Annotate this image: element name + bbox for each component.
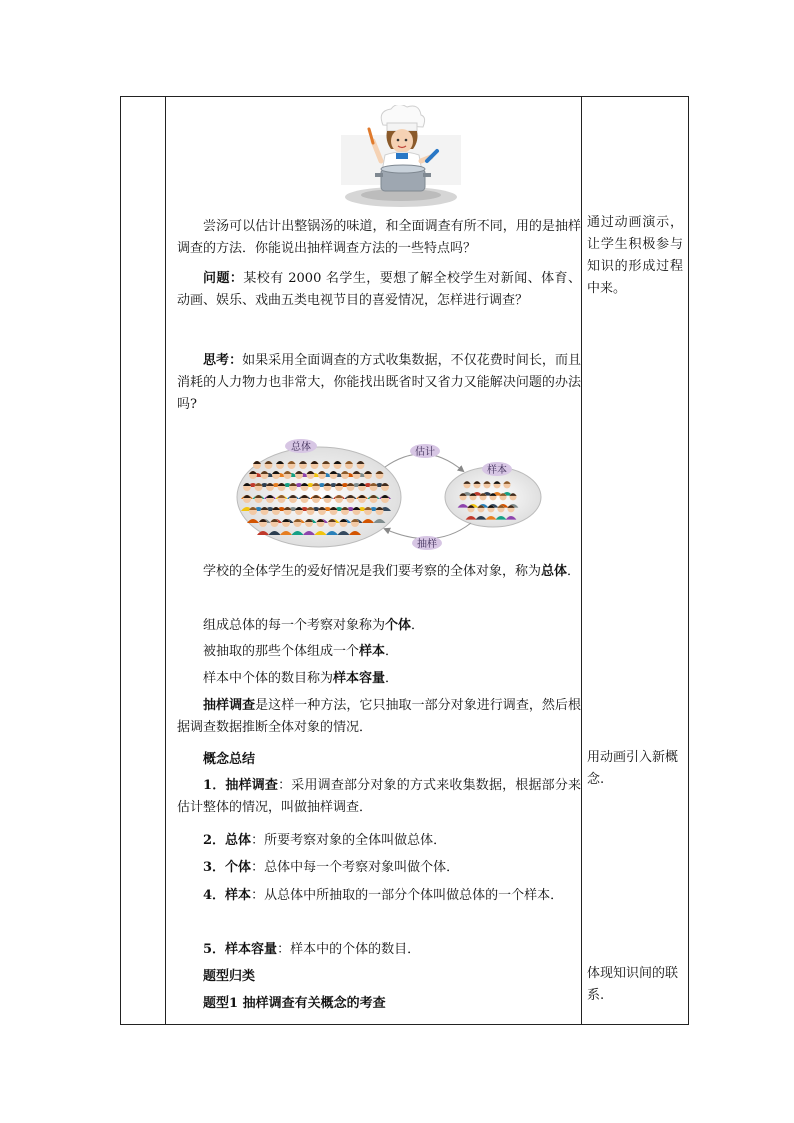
individual-term: 个体 xyxy=(385,618,412,633)
summary-title: 概念总结 xyxy=(203,752,256,767)
column-divider-1 xyxy=(165,97,166,1024)
survey-term: 抽样调查 xyxy=(203,698,256,713)
lesson-table xyxy=(120,96,689,1025)
sample-size-definition-text: 样本中个体的数目称为 xyxy=(203,671,334,686)
sampling-tag-text: 抽样 xyxy=(417,539,437,550)
individual-end: ． xyxy=(411,618,425,633)
type-1-heading: 题型1 抽样调查有关概念的考查 xyxy=(203,996,386,1011)
summary-item-5 xyxy=(177,939,581,961)
sample-tag-text: 样本 xyxy=(487,465,507,476)
summary-item-3-text: ：总体中每一个考察对象叫做个体． xyxy=(251,860,460,875)
estimate-tag-text: 估计 xyxy=(415,447,435,458)
sample-end: ． xyxy=(385,644,399,659)
population-term: 总体 xyxy=(541,564,568,579)
sample-size-definition xyxy=(177,668,581,690)
note-knowledge-connection: 体现知识间的联系. xyxy=(587,966,679,1003)
summary-item-2-text: ：所要考察对象的全体叫做总体． xyxy=(251,833,447,848)
main-content-cell xyxy=(171,97,581,1024)
summary-item-2-num: 2． xyxy=(203,833,226,848)
summary-item-5-num: 5． xyxy=(203,942,226,957)
summary-item-3 xyxy=(177,857,581,879)
summary-item-5-term: 样本容量 xyxy=(225,942,278,957)
think-text: 如果采用全面调查的方式收集数据，不仅花费时间长，而且消耗的人力物力也非常大，你能找出既省时又省力又能解决问题的办法吗? xyxy=(177,353,581,412)
sample-term: 样本 xyxy=(359,644,386,659)
summary-item-4 xyxy=(177,885,581,907)
survey-definition-text: 是这样一种方法，它只抽取一部分对象进行调查，然后根据调查数据推断全体对象的情况． xyxy=(177,698,581,735)
population-tag xyxy=(285,439,317,453)
note-animation-participation: 通过动画演示，让学生积极参与知识的形成过程中来。 xyxy=(587,215,683,296)
column-divider-2 xyxy=(581,97,582,1024)
sample-definition-text: 被抽取的那些个体组成一个 xyxy=(203,644,360,659)
summary-item-4-num: 4． xyxy=(203,888,226,903)
summary-item-4-text: ：从总体中所抽取的一部分个体叫做总体的一个样本． xyxy=(251,888,564,903)
estimate-tag xyxy=(410,444,440,458)
question-label: 问题： xyxy=(203,271,244,286)
think-label: 思考： xyxy=(203,353,243,368)
intro-paragraph: 尝汤可以估计出整锅汤的味道，和全面调查有所不同，用的是抽样调查的方法．你能说出抽样调查方法的一些特点吗？ xyxy=(177,219,581,256)
summary-item-3-term: 个体 xyxy=(225,860,252,875)
summary-item-1-text: ：采用调查部分对象的方式来收集数据，根据部分来估计整体的情况，叫做抽样调查． xyxy=(177,778,581,815)
chef-tasting-soup-illustration xyxy=(341,105,461,215)
sample-size-end: ． xyxy=(385,671,399,686)
summary-item-2 xyxy=(177,830,581,852)
population-end: ． xyxy=(567,564,581,579)
survey-definition xyxy=(177,695,581,739)
population-definition-text: 学校的全体学生的爱好情况是我们要考察的全体对象，称为 xyxy=(203,564,542,579)
individual-definition-text: 组成总体的每一个考察对象称为 xyxy=(203,618,386,633)
summary-item-3-num: 3． xyxy=(203,860,226,875)
summary-item-1 xyxy=(177,775,581,819)
sample-definition xyxy=(177,641,581,663)
think-paragraph xyxy=(177,350,581,416)
summary-item-1-term: 抽样调查 xyxy=(225,778,279,793)
sampling-tag xyxy=(412,536,442,550)
summary-item-4-term: 样本 xyxy=(225,888,252,903)
individual-definition xyxy=(177,615,581,637)
question-paragraph xyxy=(177,268,581,312)
summary-item-1-num: 1． xyxy=(203,778,226,793)
category-title: 题型归类 xyxy=(203,969,256,984)
sample-size-term: 样本容量 xyxy=(333,671,386,686)
sample-tag xyxy=(482,462,512,476)
note-animation-concept: 用动画引入新概念. xyxy=(587,750,679,787)
summary-item-5-text: ：样本中的个体的数目． xyxy=(277,942,421,957)
question-text: 某校有 2000 名学生，要想了解全校学生对新闻、体育、动画、娱乐、戏曲五类电视节目的喜爱情况，怎样进行调查？ xyxy=(177,271,581,308)
summary-item-2-term: 总体 xyxy=(225,833,252,848)
population-sample-diagram xyxy=(235,439,551,551)
population-definition xyxy=(177,561,581,583)
crowd-person-hair xyxy=(253,461,261,464)
population-tag-text: 总体 xyxy=(291,442,311,453)
